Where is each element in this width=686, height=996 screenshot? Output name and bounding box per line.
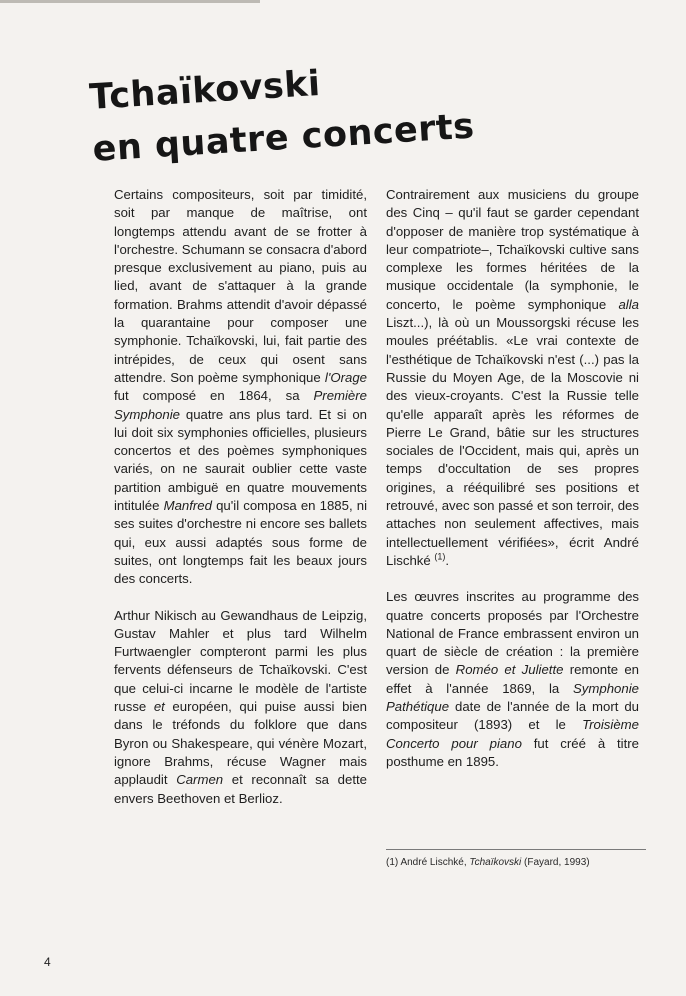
paragraph: Certains compositeurs, soit par timidité, soit par manque de maîtrise, ont longtemps attendu avant de se frotter à l'orchestre. Schumann se consacra d'abord presque exclusivement au piano, puis au lied, avant de s'attaquer à la grande formation. Brahms attendit d'avoir dépassé la quarantaine pour composer une symphonie. Tchaïkovski, lui, fait partie des intrépides, de ceux qui osent sans attendre. Son poème symphonique l'Orage fut composé en 1864, sa Première Symphonie quatre ans plus tard. Et si on lui doit six symphonies officielles, plusieurs concertos et des poèmes symphoniques variés, on ne saurait oublier cette vaste partition ambiguë en quatre mouvements intitulée Manfred qu'il composa en 1885, ni ses suites d'orchestre ni encore ses ballets qui, eux aussi adaptés sous forme de suites, ont longtemps fait les beaux jours des concerts. (114, 187, 368, 587)
right-column (386, 186, 639, 789)
italic-text: Troisième Concerto pour piano (386, 717, 639, 751)
italic-text: et (153, 699, 165, 715)
italic-text: Tchaïkovski (469, 857, 522, 868)
paragraph: Arthur Nikisch au Gewandhaus de Leipzig, Gustav Mahler et plus tard Wilhelm Furtwaengler compteront parmi les plus fervents défenseurs de Tchaïkovski. C'est que celui-ci incarne le modèle de l'artiste russe et européen, qui puise aussi bien dans le tréfonds du folklore que dans Byron ou Shakespeare, qui vénère Mozart, ignore Brahms, récuse Wagner mais applaudit Carmen et reconnaît sa dette envers Beethoven et Berlioz. (114, 607, 367, 806)
italic-text: Première Symphonie (114, 388, 367, 422)
italic-text: Carmen (176, 772, 224, 788)
footnote: (1) André Lischké, Tchaïkovski (Fayard, 1993) (386, 849, 646, 869)
italic-text: Manfred (163, 498, 212, 514)
top-rule (0, 0, 260, 3)
title-line-1: Tchaïkovski (88, 63, 322, 118)
page-title (88, 49, 476, 176)
italic-text: Roméo et Juliette (455, 662, 564, 678)
left-column (114, 186, 367, 826)
paragraph: Les œuvres inscrites au programme des quatre concerts proposés par l'Orchestre National de France embrassent environ un quart de siècle de création : la première version de Roméo et Juliette remonte en effet à l'année 1869, la Symphonie Pathétique date de l'année de la mort du compositeur (1893) et le Troisième Concerto pour piano fut créé à titre posthume en 1895. (386, 589, 640, 769)
italic-text: l'Orage (324, 369, 367, 385)
paragraph: Contrairement aux musiciens du groupe des Cinq – qu'il faut se garder cependant d'opposer de manière trop systématique à leur compatriote–, Tchaïkovski cultive sans complexe les formes héritées de la musique occidentale (la symphonie, le concerto, le poème symphonique alla Liszt...), là où un Moussorgski récuse les moules préétablis. «Le vrai contexte de l'esthétique de Tchaïkovski n'est (...) pas la Russie du Moyen Age, de la Moscovie ni des vieux-croyants. C'est la Russie telle qu'elle apparaît après les réformes de Pierre Le Grand, bâtie sur les structures sociales de l'Occident, mais qui, après un temps d'occultation de ses propres origines, a rééquilibré ses positions et retrouvé, avec son passé et son terroir, des attaches non seulement affectives, mais intellectuellement vérifiées», écrit André Lischké $^{(1)}$. (386, 187, 639, 568)
title-line-2: en quatre concerts (91, 106, 476, 170)
footnote-reference: (1) (434, 551, 446, 562)
italic-text: Symphonie Pathétique (386, 680, 639, 715)
italic-text: alla (618, 296, 639, 312)
page-number: 4 (44, 955, 51, 969)
